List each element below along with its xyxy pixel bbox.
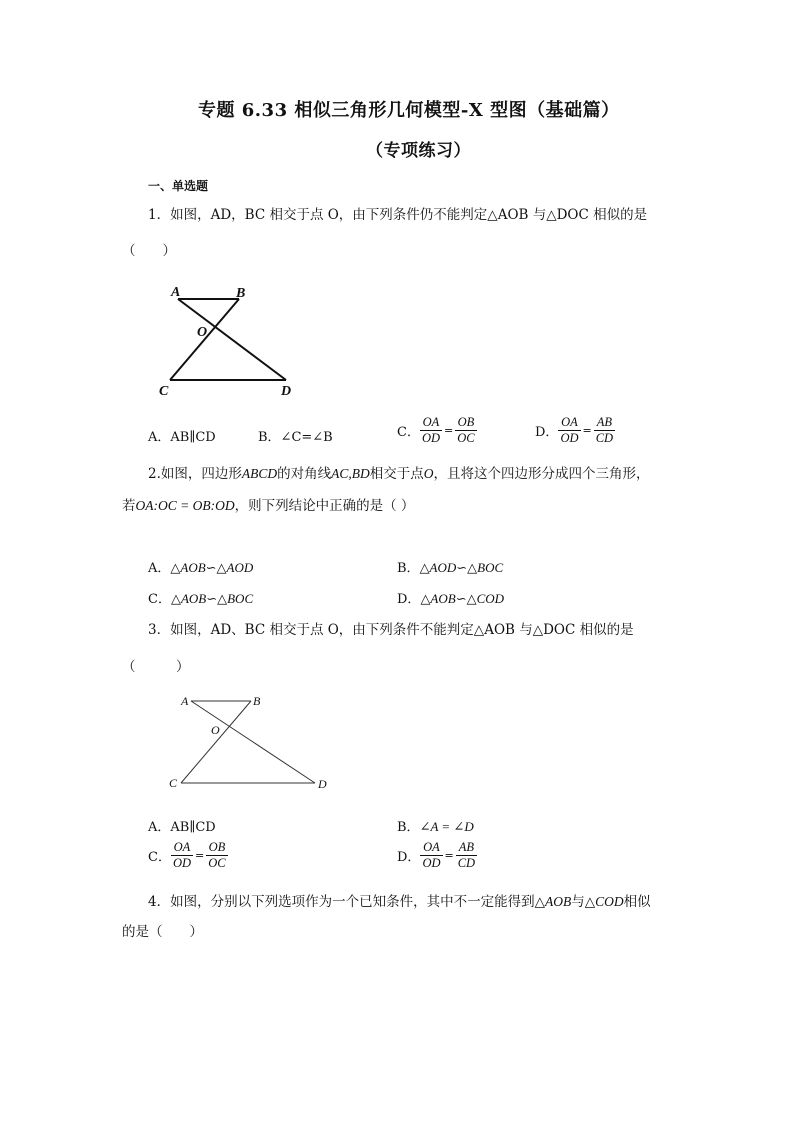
q3-label-b: B xyxy=(253,694,261,708)
q2-option-c xyxy=(148,588,253,607)
q1-option-c-frac1 xyxy=(420,415,442,446)
q1-option-a: A．AB∥CD xyxy=(148,430,216,445)
option-text: △AOD∽△BOC xyxy=(419,560,504,575)
fraction-numerator: AB xyxy=(596,415,613,429)
text-run: 相交于点 xyxy=(369,466,424,482)
q4-stem-line2: 的是（ ） xyxy=(122,924,203,940)
option-prefix: A． xyxy=(148,561,171,576)
q3-label-o: O xyxy=(211,723,220,737)
q4-stem-line1 xyxy=(148,890,651,910)
option-prefix: B． xyxy=(397,561,420,576)
q3-option-b xyxy=(397,816,474,835)
fraction-numerator: OB xyxy=(457,415,475,429)
math-run: O xyxy=(423,466,434,481)
fraction-denominator: CD xyxy=(595,431,614,445)
q3-option-a: A．AB∥CD xyxy=(148,820,216,835)
q1-label-o: O xyxy=(197,325,208,340)
fraction-denominator: CD xyxy=(457,856,476,870)
q1-label-c: C xyxy=(159,384,169,399)
fraction-denominator: OD xyxy=(422,856,441,870)
q3-option-d-frac1 xyxy=(420,840,442,871)
q1-stem: 1．如图，AD，BC 相交于点 O，由下列条件仍不能判定△AOB 与△DOC 相似的是 xyxy=(148,207,648,223)
math-run: △COD xyxy=(584,894,624,909)
q1-option-c xyxy=(397,415,477,446)
option-text: △AOB∽△BOC xyxy=(170,591,254,606)
text-run: 2.如图，四边形 xyxy=(148,466,242,482)
option-prefix: C． xyxy=(148,592,171,607)
q3-label-d: D xyxy=(318,777,327,791)
q3-label-a: A xyxy=(181,694,189,708)
q1-label-d: D xyxy=(281,384,292,399)
q1-option-b: B．∠C=∠B xyxy=(258,430,333,445)
q3-option-c-frac1 xyxy=(171,840,193,871)
q3-stem: 3．如图，AD、BC 相交于点 O，由下列条件不能判定△AOB 与△DOC 相似的是 xyxy=(148,622,634,638)
q3-figure xyxy=(165,690,345,796)
page-title: 专题 6.33 相似三角形几何模型-X 型图（基础篇） xyxy=(198,100,620,121)
text-run: 4．如图，分别以下列选项作为一个已知条件，其中不一定能得到 xyxy=(148,894,535,910)
page-subtitle: （专项练习） xyxy=(366,141,471,161)
fraction-denominator: OD xyxy=(560,431,579,445)
q1-segment-ad xyxy=(178,299,286,380)
math-run: AC,BD xyxy=(331,466,370,481)
equals-sign: = xyxy=(582,424,592,437)
q3-segment-bc xyxy=(181,701,251,783)
q2-stem-line2 xyxy=(122,494,414,514)
text-run: 若 xyxy=(122,498,136,514)
q1-option-d-prefix: D． xyxy=(535,425,559,440)
section-heading: 一、单选题 xyxy=(148,179,209,193)
option-text: △AOB∽△COD xyxy=(420,591,505,606)
fraction-denominator: OC xyxy=(208,856,226,870)
q2-option-d xyxy=(397,588,504,607)
text-run: 的对角线 xyxy=(277,466,332,482)
fraction-numerator: OA xyxy=(173,840,191,854)
q1-option-c-prefix: C． xyxy=(397,425,420,440)
math-run: △AOB xyxy=(534,894,572,909)
fraction-denominator: OD xyxy=(421,431,441,445)
q2-option-a xyxy=(148,557,253,576)
equals-sign: = xyxy=(444,424,454,437)
fraction-numerator: OA xyxy=(561,415,578,429)
fraction-denominator: OD xyxy=(172,856,192,870)
text-run: 相似 xyxy=(623,894,651,910)
q1-answer-blank: （ ） xyxy=(122,243,176,259)
equals-sign: = xyxy=(195,849,205,862)
text-run: ，则下列结论中正确的是（ ） xyxy=(234,498,415,514)
fraction-numerator: OA xyxy=(423,840,440,854)
fraction-numerator: OA xyxy=(422,415,440,429)
math-run: ABCD xyxy=(241,466,278,481)
fraction-numerator: AB xyxy=(458,840,475,854)
q3-option-c xyxy=(148,840,228,871)
q3-option-d xyxy=(397,840,477,871)
option-prefix: D． xyxy=(397,592,421,607)
option-prefix: B． xyxy=(397,820,420,835)
q1-label-a: A xyxy=(171,285,181,300)
q1-option-c-frac2 xyxy=(455,415,476,446)
text-run: ，且将这个四边形分成四个三角形， xyxy=(433,466,650,482)
fraction-denominator: OC xyxy=(457,431,475,445)
equals-sign: = xyxy=(444,849,454,862)
q3-option-c-frac2 xyxy=(206,840,227,871)
q3-option-c-prefix: C． xyxy=(148,850,171,865)
q1-figure xyxy=(150,278,310,402)
q3-option-d-prefix: D． xyxy=(397,850,421,865)
q1-label-b: B xyxy=(236,286,246,301)
text-run: 与 xyxy=(571,894,585,910)
q1-option-d-frac2 xyxy=(594,415,615,446)
math-run: OA:OC = OB:OD xyxy=(135,498,235,513)
q3-answer-blank: （ ） xyxy=(122,659,190,675)
q3-segment-ad xyxy=(191,701,315,783)
option-text: △AOB∽△AOD xyxy=(170,560,254,575)
q3-label-c: C xyxy=(169,776,178,790)
option-text: ∠A = ∠D xyxy=(419,819,474,834)
q2-stem-line1 xyxy=(148,462,650,482)
q2-option-b xyxy=(397,557,503,576)
fraction-numerator: OB xyxy=(208,840,226,854)
q1-option-d xyxy=(535,415,615,446)
q1-option-d-frac1 xyxy=(558,415,580,446)
q3-option-d-frac2 xyxy=(456,840,477,871)
